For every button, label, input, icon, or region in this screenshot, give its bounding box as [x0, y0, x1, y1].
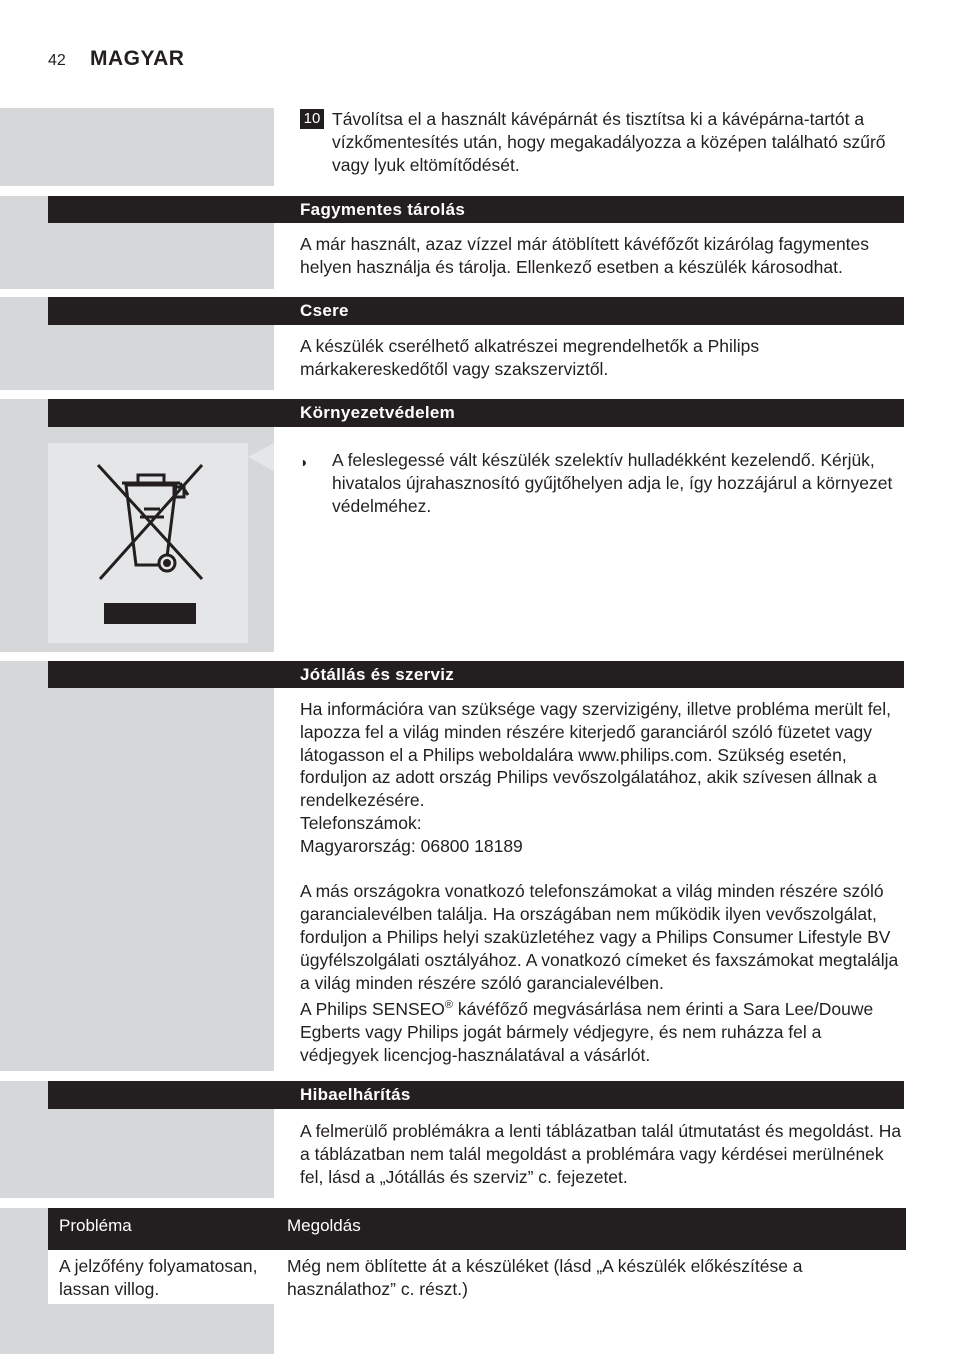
page-number: 42 — [48, 52, 66, 69]
replace-body-text: A készülék cserélhető alkatrészei megrendelhetők a Philips márkakereskedőtől vagy szakszerviztől. — [300, 336, 760, 379]
crossed-out-wheelie-bin-icon — [48, 443, 248, 643]
page-language-heading: MAGYAR — [90, 47, 185, 70]
section-title: Fagymentes tárolás — [300, 200, 466, 219]
bullet-marker-icon: ◗ — [300, 454, 309, 470]
section-gap — [0, 186, 954, 196]
section-gap — [0, 1071, 954, 1081]
warranty-paragraph-1: Ha információra van szüksége vagy szervizigény, illetve probléma merült fel, lapozza fel a világ minden részére kiterjedő garanciáról szóló füzetet vagy látogasson el a Philips weboldalára www.philips.com. Szükség esetén, forduljon az adott ország Philips vevőszolgálatához, akik szívesen állnak a rendelkezésére. — [300, 699, 892, 811]
hungary-phone-line: Magyarország: 06800 18189 — [300, 835, 523, 856]
paragraph-spacer — [300, 858, 905, 881]
environment-body-text: A feleslegessé vált készülék szelektív hulladékként kezelendő. Kérjük, hivatalos újrahasznosító gyűjtőhelyen adja le, így hozzájárul a környezet védelméhez. — [332, 450, 893, 516]
section-title: Csere — [300, 301, 349, 320]
section-title: Jótállás és szerviz — [300, 665, 455, 684]
section-header-troubleshooting — [48, 1081, 904, 1109]
table-row-divider — [48, 1304, 274, 1305]
section-gap — [0, 1198, 954, 1208]
phone-numbers-label: Telefonszámok: — [300, 812, 422, 833]
section-gap — [0, 390, 954, 399]
section-gap — [0, 289, 954, 297]
section-header-frost — [48, 196, 904, 223]
step-number-badge: 10 — [300, 109, 328, 129]
solution-cell: Még nem öblítette át a készüléket (lásd „A készülék előkészítése a használathoz” c. részt.) — [287, 1256, 803, 1299]
section-header-replace — [48, 297, 904, 325]
frost-body-text: A már használt, azaz vízzel már átöblített kávéfőzőt kizárólag fagymentes helyen használja és tárolja. Ellenkező esetben a készülék károsodhat. — [300, 234, 870, 277]
column-header-problem: Probléma — [59, 1216, 132, 1235]
troubleshooting-body-text: A felmerülő problémákra a lenti táblázatban talál útmutatást és megoldást. Ha a táblázatban nem talál megoldást a problémára vagy kérdései merülnének fel, lásd a „Jótállás és szerviz” c. fejezetet. — [300, 1121, 902, 1187]
troubleshooting-table — [48, 1208, 906, 1305]
warranty-paragraph-3: A Philips SENSEO® kávéfőző megvásárlása nem érinti a Sara Lee/Douwe Egberts vagy Philips jogát bármely védjegyre, és nem ruházza fel a védjegyek licencjog-használatával a vásárlót. — [300, 999, 874, 1065]
warranty-body — [300, 698, 905, 1067]
section-gap — [0, 652, 954, 661]
section-title: Hibaelhárítás — [300, 1085, 411, 1104]
table-row — [48, 1250, 906, 1305]
philips-website-link[interactable]: www.philips.com — [578, 744, 708, 765]
callout-pointer-shape — [248, 443, 274, 471]
warranty-paragraph-2: A más országokra vonatkozó telefonszámokat a világ minden részére szóló garancialevélben találja. Ha országában nem működik ilyen vevőszolgálat, forduljon a Philips helyi szaküzletéhez vagy a Philips Consumer Lifestyle BV ügyfélszolgálati osztályához. A vonatkozó címeket és faxszámokat megtalálja a világ minden részére szóló garancialevélben. — [300, 881, 899, 993]
recycling-image-panel — [48, 443, 248, 643]
column-header-solution: Megoldás — [287, 1216, 361, 1235]
section-header-environment — [48, 399, 904, 427]
table-header-row — [48, 1208, 906, 1250]
section-header-warranty — [48, 661, 904, 688]
problem-cell: A jelzőfény folyamatosan, lassan villog. — [59, 1256, 258, 1299]
step-10-text: Távolítsa el a használt kávépárnát és tisztítsa ki a kávépárna-tartót a vízkőmentesítés után, hogy megakadályozza a középen található szűrő vagy lyuk eltömítődését. — [332, 109, 886, 175]
section-title: Környezetvédelem — [300, 403, 456, 422]
